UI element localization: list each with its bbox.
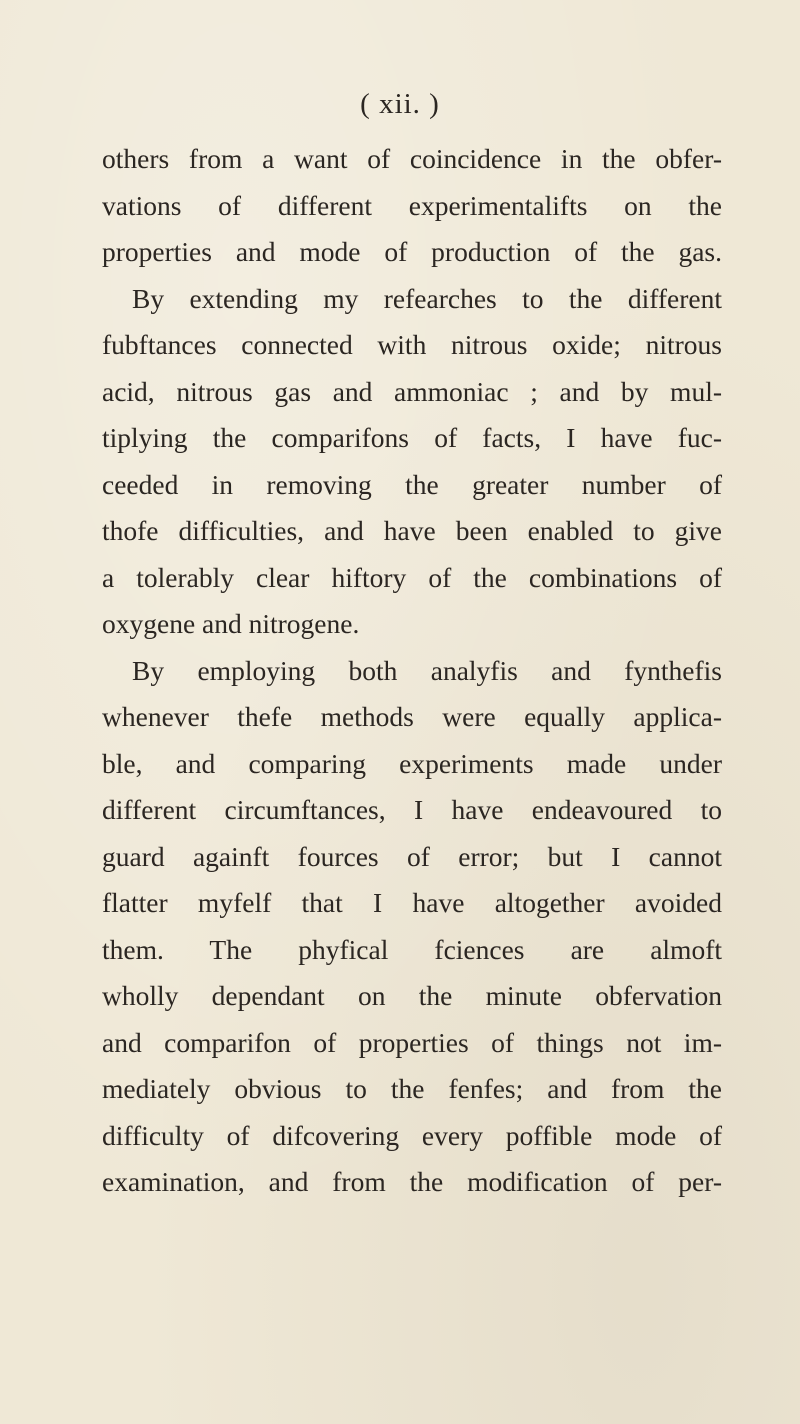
text-line: ceeded in removing the greater number of <box>102 468 722 500</box>
text-line: properties and mode of production of the gas. <box>102 236 722 267</box>
text-line: wholly dependant on the minute obfervation <box>102 980 722 1011</box>
text-line: vations of different experimentalifts on the <box>102 189 722 221</box>
text-line: different circumftances, I have endeavoured to <box>102 794 722 825</box>
text-line: mediately obvious to the fenfes; and from the <box>102 1073 722 1104</box>
text-line: tiplying the comparifons of facts, I have fuc- <box>102 422 722 453</box>
text-line: examination, and from the modification of per- <box>102 1166 722 1197</box>
body-text <box>102 136 722 1206</box>
page-number: ( xii. ) <box>360 88 440 120</box>
text-line: them. The phyfical fciences are almoft <box>102 933 722 965</box>
text-line: guard againft fources of error; but I cannot <box>102 840 722 872</box>
text-line: flatter myfelf that I have altogether avoided <box>102 887 722 918</box>
text-line: By extending my refearches to the different <box>132 282 722 314</box>
text-line: acid, nitrous gas and ammoniac ; and by mul- <box>102 375 722 407</box>
text-line: ble, and comparing experiments made under <box>102 747 722 779</box>
text-line: thofe difficulties, and have been enabled to give <box>102 515 722 546</box>
text-line: a tolerably clear hiftory of the combinations of <box>102 561 722 593</box>
text-line: and comparifon of properties of things not im- <box>102 1026 722 1058</box>
text-line: fubftances connected with nitrous oxide; nitrous <box>102 329 722 360</box>
text-line: others from a want of coincidence in the obfer- <box>102 143 722 174</box>
text-line: whenever thefe methods were equally applica- <box>102 701 722 732</box>
text-line: By employing both analyfis and fynthefis <box>132 654 722 686</box>
text-line: difficulty of difcovering every poffible mode of <box>102 1119 722 1151</box>
text-line: oxygene and nitrogene. <box>102 608 360 639</box>
